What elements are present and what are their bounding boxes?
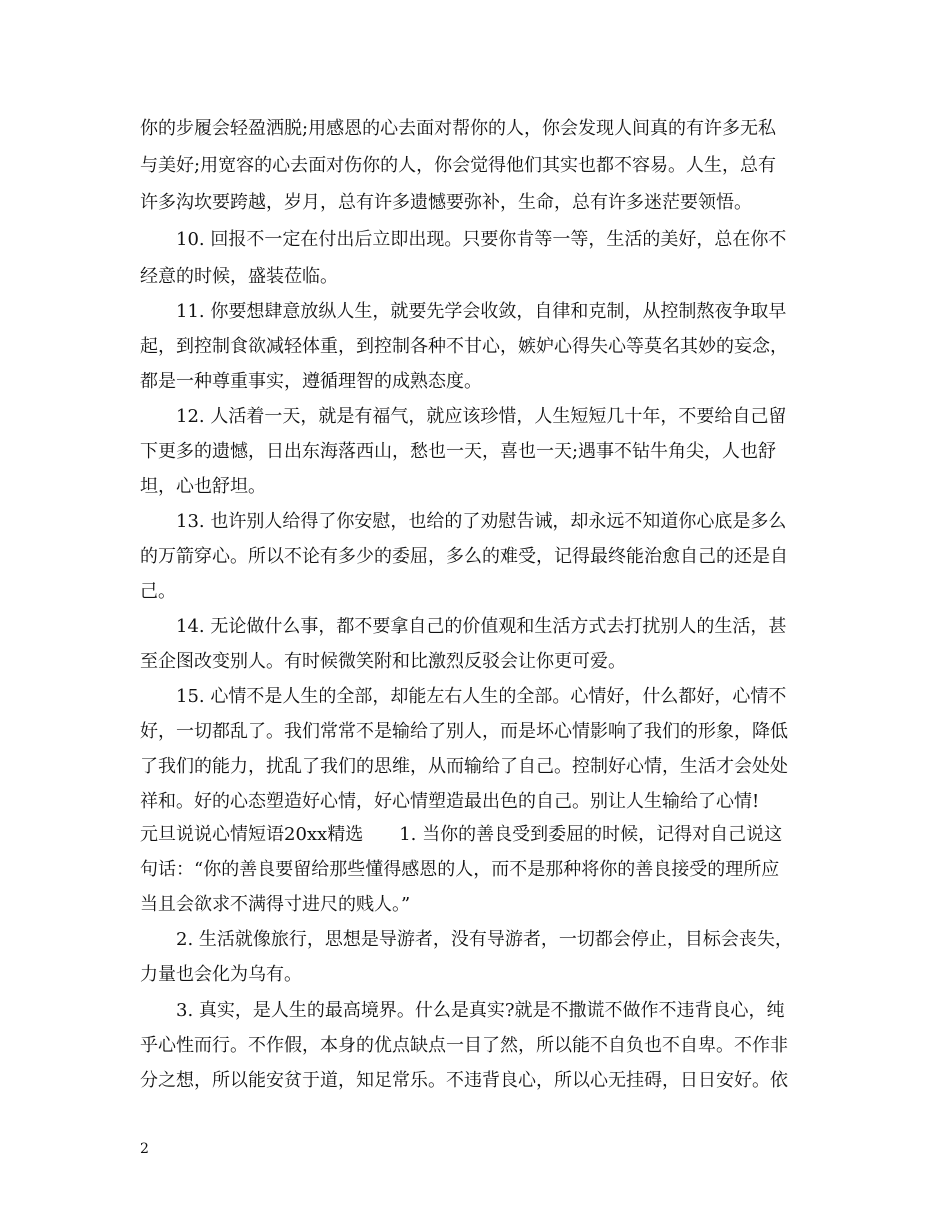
text-line: 乎心性而行。不作假，本身的优点缺点一目了然，所以能不自负也不自卑。不作非 [140,1035,788,1056]
text-line: 了我们的能力，扰乱了我们的思维，从而输给了自己。控制好心情，生活才会处处 [140,756,788,777]
section-title-line: 元旦说说心情短语20xx精选 1. 当你的善良受到委屈的时候，记得对自己说这 [140,824,783,845]
paragraph-11-line: 11. 你要想肆意放纵人生，就要先学会收敛，自律和克制，从控制熬夜争取早 [176,301,787,322]
paragraph-2-line: 2. 生活就像旅行，思想是导游者，没有导游者，一切都会停止，目标会丧失， [176,929,793,950]
paragraph-15-line: 15. 心情不是人生的全部，却能左右人生的全部。心情好，什么都好，心情不 [176,686,787,707]
text-line: 经意的时候，盛装莅临。 [140,266,338,287]
text-line: 当且会欲求不满得寸进尺的贱人。” [140,894,411,915]
text-line: 许多沟坎要跨越，岁月，总有许多遗憾要弥补，生命，总有许多迷茫要领悟。 [140,192,752,213]
text-line: 句话：“你的善良要留给那些懂得感恩的人，而不是那种将你的善良接受的理所应 [140,859,780,880]
text-line: 起，到控制食欲减轻体重，到控制各种不甘心，嫉妒心得失心等莫名其妙的妄念， [140,336,788,357]
paragraph-14-line: 14. 无论做什么事，都不要拿自己的价值观和生活方式去打扰别人的生活，甚 [176,616,787,637]
text-line: 坦，心也舒坦。 [140,476,266,497]
page-number: 2 [140,1141,149,1157]
text-line: 都是一种尊重事实，遵循理智的成熟态度。 [140,371,482,392]
text-line: 分之想，所以能安贫于道，知足常乐。不违背良心，所以心无挂碍，日日安好。依 [140,1070,788,1091]
text-line: 你的步履会轻盈洒脱;用感恩的心去面对帮你的人，你会发现人间真的有许多无私 [140,118,777,139]
text-line: 好，一切都乱了。我们常常不是输给了别人，而是坏心情影响了我们的形象，降低 [140,721,788,742]
text-line: 的万箭穿心。所以不论有多少的委屈，多么的难受，记得最终能治愈自己的还是自 [140,546,788,567]
text-line: 至企图改变别人。有时候微笑附和比激烈反驳会让你更可爱。 [140,651,626,672]
text-line: 己。 [140,581,176,602]
text-line: 与美好;用宽容的心去面对伤你的人，你会觉得他们其实也都不容易。人生，总有 [140,155,777,176]
paragraph-10-line: 10. 回报不一定在付出后立即出现。只要你肯等一等，生活的美好，总在你不 [176,229,787,250]
text-line: 力量也会化为乌有。 [140,964,302,985]
paragraph-13-line: 13. 也许别人给得了你安慰，也给的了劝慰告诫，却永远不知道你心底是多么 [176,511,787,532]
text-line: 下更多的遗憾，日出东海落西山，愁也一天，喜也一天;遇事不钻牛角尖，人也舒 [140,441,777,462]
paragraph-12-line: 12. 人活着一天，就是有福气，就应该珍惜，人生短短几十年，不要给自己留 [176,406,787,427]
paragraph-3-line: 3. 真实，是人生的最高境界。什么是真实?就是不撒谎不做作不违背良心，纯 [176,1000,785,1021]
text-line: 祥和。好的心态塑造好心情，好心情塑造最出色的自己。别让人生输给了心情! [140,791,760,812]
